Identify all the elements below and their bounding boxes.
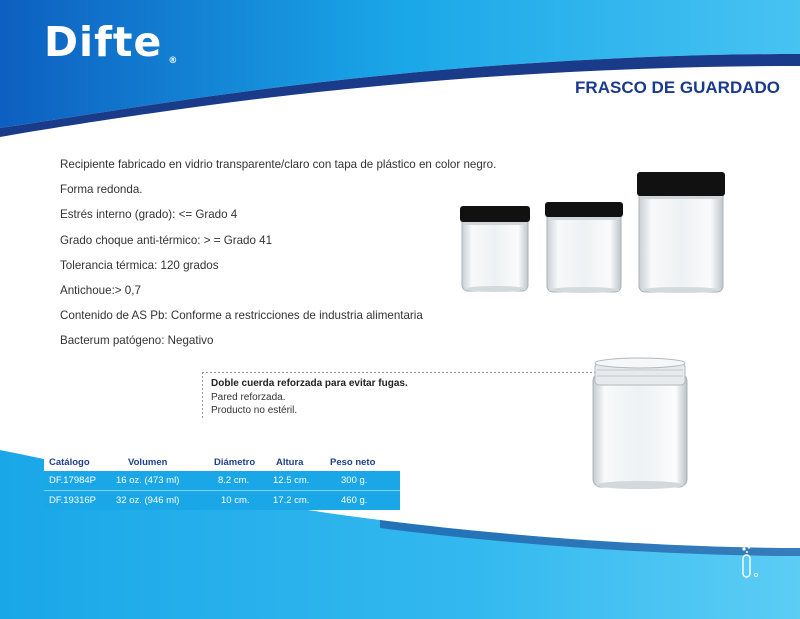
spec-item: Contenido de AS Pb: Conforme a restricciones de industria alimentaria (60, 309, 423, 323)
spec-item: Grado choque anti-térmico: > = Grado 41 (60, 233, 273, 247)
cell-peso: 460 g. (341, 495, 368, 506)
table-row (44, 491, 400, 510)
cell-peso: 300 g. (341, 475, 368, 486)
cell-catalogo: DF.17984P (49, 475, 97, 486)
cell-altura: 17.2 cm. (273, 495, 310, 506)
callout-line: Pared reforzada. (211, 392, 286, 403)
callout-line: Producto no estéril. (211, 405, 298, 416)
jar-group-image (455, 170, 725, 295)
test-tube-icon (736, 545, 762, 581)
catalog-table (44, 454, 400, 510)
medium-jar (545, 202, 623, 293)
cell-catalogo: DF.19316P (49, 495, 97, 506)
header-catalogo: Catálogo (49, 457, 90, 468)
brand-name: Difte (44, 18, 163, 66)
spec-item: Forma redonda. (60, 183, 143, 197)
header-altura: Altura (276, 457, 304, 468)
registered-mark: ® (168, 56, 179, 66)
small-jar (460, 206, 530, 292)
brand-logo (44, 18, 178, 66)
spec-item: Estrés interno (grado): <= Grado 4 (60, 208, 238, 222)
cell-volumen: 16 oz. (473 ml) (116, 475, 180, 486)
cell-altura: 12.5 cm. (273, 475, 310, 486)
header-volumen: Volumen (128, 457, 168, 468)
tall-jar (637, 172, 725, 293)
feature-callout (202, 372, 597, 418)
spec-list (60, 158, 496, 360)
cell-diametro: 8.2 cm. (218, 475, 250, 486)
cell-volumen: 32 oz. (946 ml) (116, 495, 180, 506)
open-jar-image (585, 355, 695, 491)
spec-item: Antichoue:> 0,7 (60, 283, 141, 297)
spec-item: Tolerancia térmica: 120 grados (60, 258, 219, 272)
callout-heading: Doble cuerda reforzada para evitar fugas. (211, 378, 408, 389)
page-title: FRASCO DE GUARDADO (575, 78, 780, 97)
spec-item: Bacterum patógeno: Negativo (60, 334, 214, 348)
cell-diametro: 10 cm. (221, 495, 250, 506)
header-peso-neto: Peso neto (330, 457, 376, 468)
header-diametro: Diámetro (214, 457, 256, 468)
table-header (44, 454, 400, 471)
spec-item: Recipiente fabricado en vidrio transparente/claro con tapa de plástico en color negro. (60, 158, 497, 171)
table-row (44, 471, 400, 491)
